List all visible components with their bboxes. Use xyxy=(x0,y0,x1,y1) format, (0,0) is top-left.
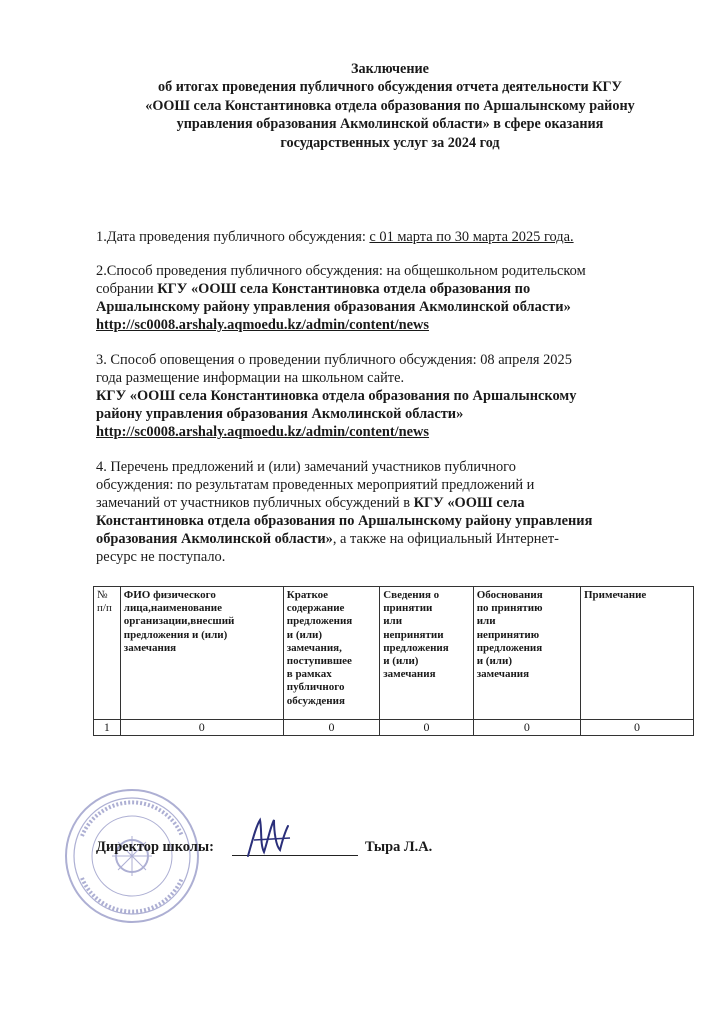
header-cell-author: ФИО физического лица,наименование организации,внесший предложения и (или) замечания xyxy=(120,587,283,720)
table-row xyxy=(94,720,694,736)
method-line-1: 2.Способ проведения публичного обсуждения: на общешкольном родительском xyxy=(96,263,586,279)
notification-line-3: КГУ «ООШ села Константиновка отдела образования по Аршалынскому xyxy=(96,388,577,404)
proposals-line-5-plain: , а также на официальный Интернет- xyxy=(332,531,559,547)
signature-icon xyxy=(240,812,300,862)
cell-author: 0 xyxy=(120,720,283,736)
section-proposals xyxy=(96,458,696,566)
header-cell-summary: Краткое содержание предложения и (или) замечания, поступившее в рамках публичного обсуждения xyxy=(283,587,379,720)
header-cell-note: Примечание xyxy=(580,587,693,720)
section-date xyxy=(96,228,696,246)
method-news-link[interactable]: http://sc0008.arshaly.aqmoedu.kz/admin/content/news xyxy=(96,317,430,333)
header-cell-justification: Обоснования по принятию или непринятию предложения и (или) замечания xyxy=(473,587,580,720)
document-title xyxy=(60,60,720,152)
director-name: Тыра Л.А. xyxy=(365,839,433,855)
method-line-3: Аршалынскому району управления образования Акмолинской области» xyxy=(96,299,571,315)
proposals-line-6: ресурс не поступало. xyxy=(96,549,226,565)
title-line-2: об итогах проведения публичного обсуждения отчета деятельности КГУ xyxy=(158,79,622,96)
title-line-4: управления образования Акмолинской области» в сфере оказания xyxy=(176,116,604,133)
cell-justification: 0 xyxy=(473,720,580,736)
proposals-table xyxy=(93,586,694,736)
title-line-3: «ООШ села Константиновка отдела образования по Аршалынскому району xyxy=(145,97,635,114)
title-line-5: государственных услуг за 2024 год xyxy=(280,134,500,151)
header-cell-number: № п/п xyxy=(94,587,121,720)
notification-news-link[interactable]: http://sc0008.arshaly.aqmoedu.kz/admin/content/news xyxy=(96,424,430,440)
proposals-line-1: 4. Перечень предложений и (или) замечаний участников публичного xyxy=(96,459,516,475)
method-line-2-bold: КГУ «ООШ села Константиновка отдела образования по xyxy=(157,281,531,297)
cell-note: 0 xyxy=(580,720,693,736)
proposals-line-3-plain: замечаний от участников публичных обсуждений в xyxy=(96,495,414,511)
proposals-line-3-bold: КГУ «ООШ села xyxy=(413,495,525,511)
director-label: Директор школы: xyxy=(96,839,214,855)
title-line-1: Заключение xyxy=(351,61,429,77)
cell-summary: 0 xyxy=(283,720,379,736)
notification-line-2: года размещение информации на школьном сайте. xyxy=(96,370,405,386)
date-value: с 01 марта по 30 марта 2025 года. xyxy=(369,229,574,245)
proposals-line-5-bold: образования Акмолинской области» xyxy=(96,531,333,547)
header-cell-decision: Сведения о принятии или непринятии предложения и (или) замечания xyxy=(380,587,474,720)
date-label: 1.Дата проведения публичного обсуждения: xyxy=(96,229,370,245)
proposals-line-4: Константиновка отдела образования по Аршалынскому району управления xyxy=(96,513,593,529)
proposals-line-2: обсуждения: по результатам проведенных мероприятий предложений и xyxy=(96,477,535,493)
notification-line-1: 3. Способ оповещения о проведении публичного обсуждения: 08 апреля 2025 xyxy=(96,352,572,368)
table-header-row xyxy=(94,587,694,720)
section-method xyxy=(96,262,696,334)
cell-number: 1 xyxy=(94,720,121,736)
method-line-2-plain: собрании xyxy=(96,281,158,297)
section-notification xyxy=(96,351,696,441)
notification-line-4: району управления образования Акмолинской области» xyxy=(96,406,464,422)
official-seal-icon xyxy=(62,786,202,926)
cell-decision: 0 xyxy=(380,720,474,736)
